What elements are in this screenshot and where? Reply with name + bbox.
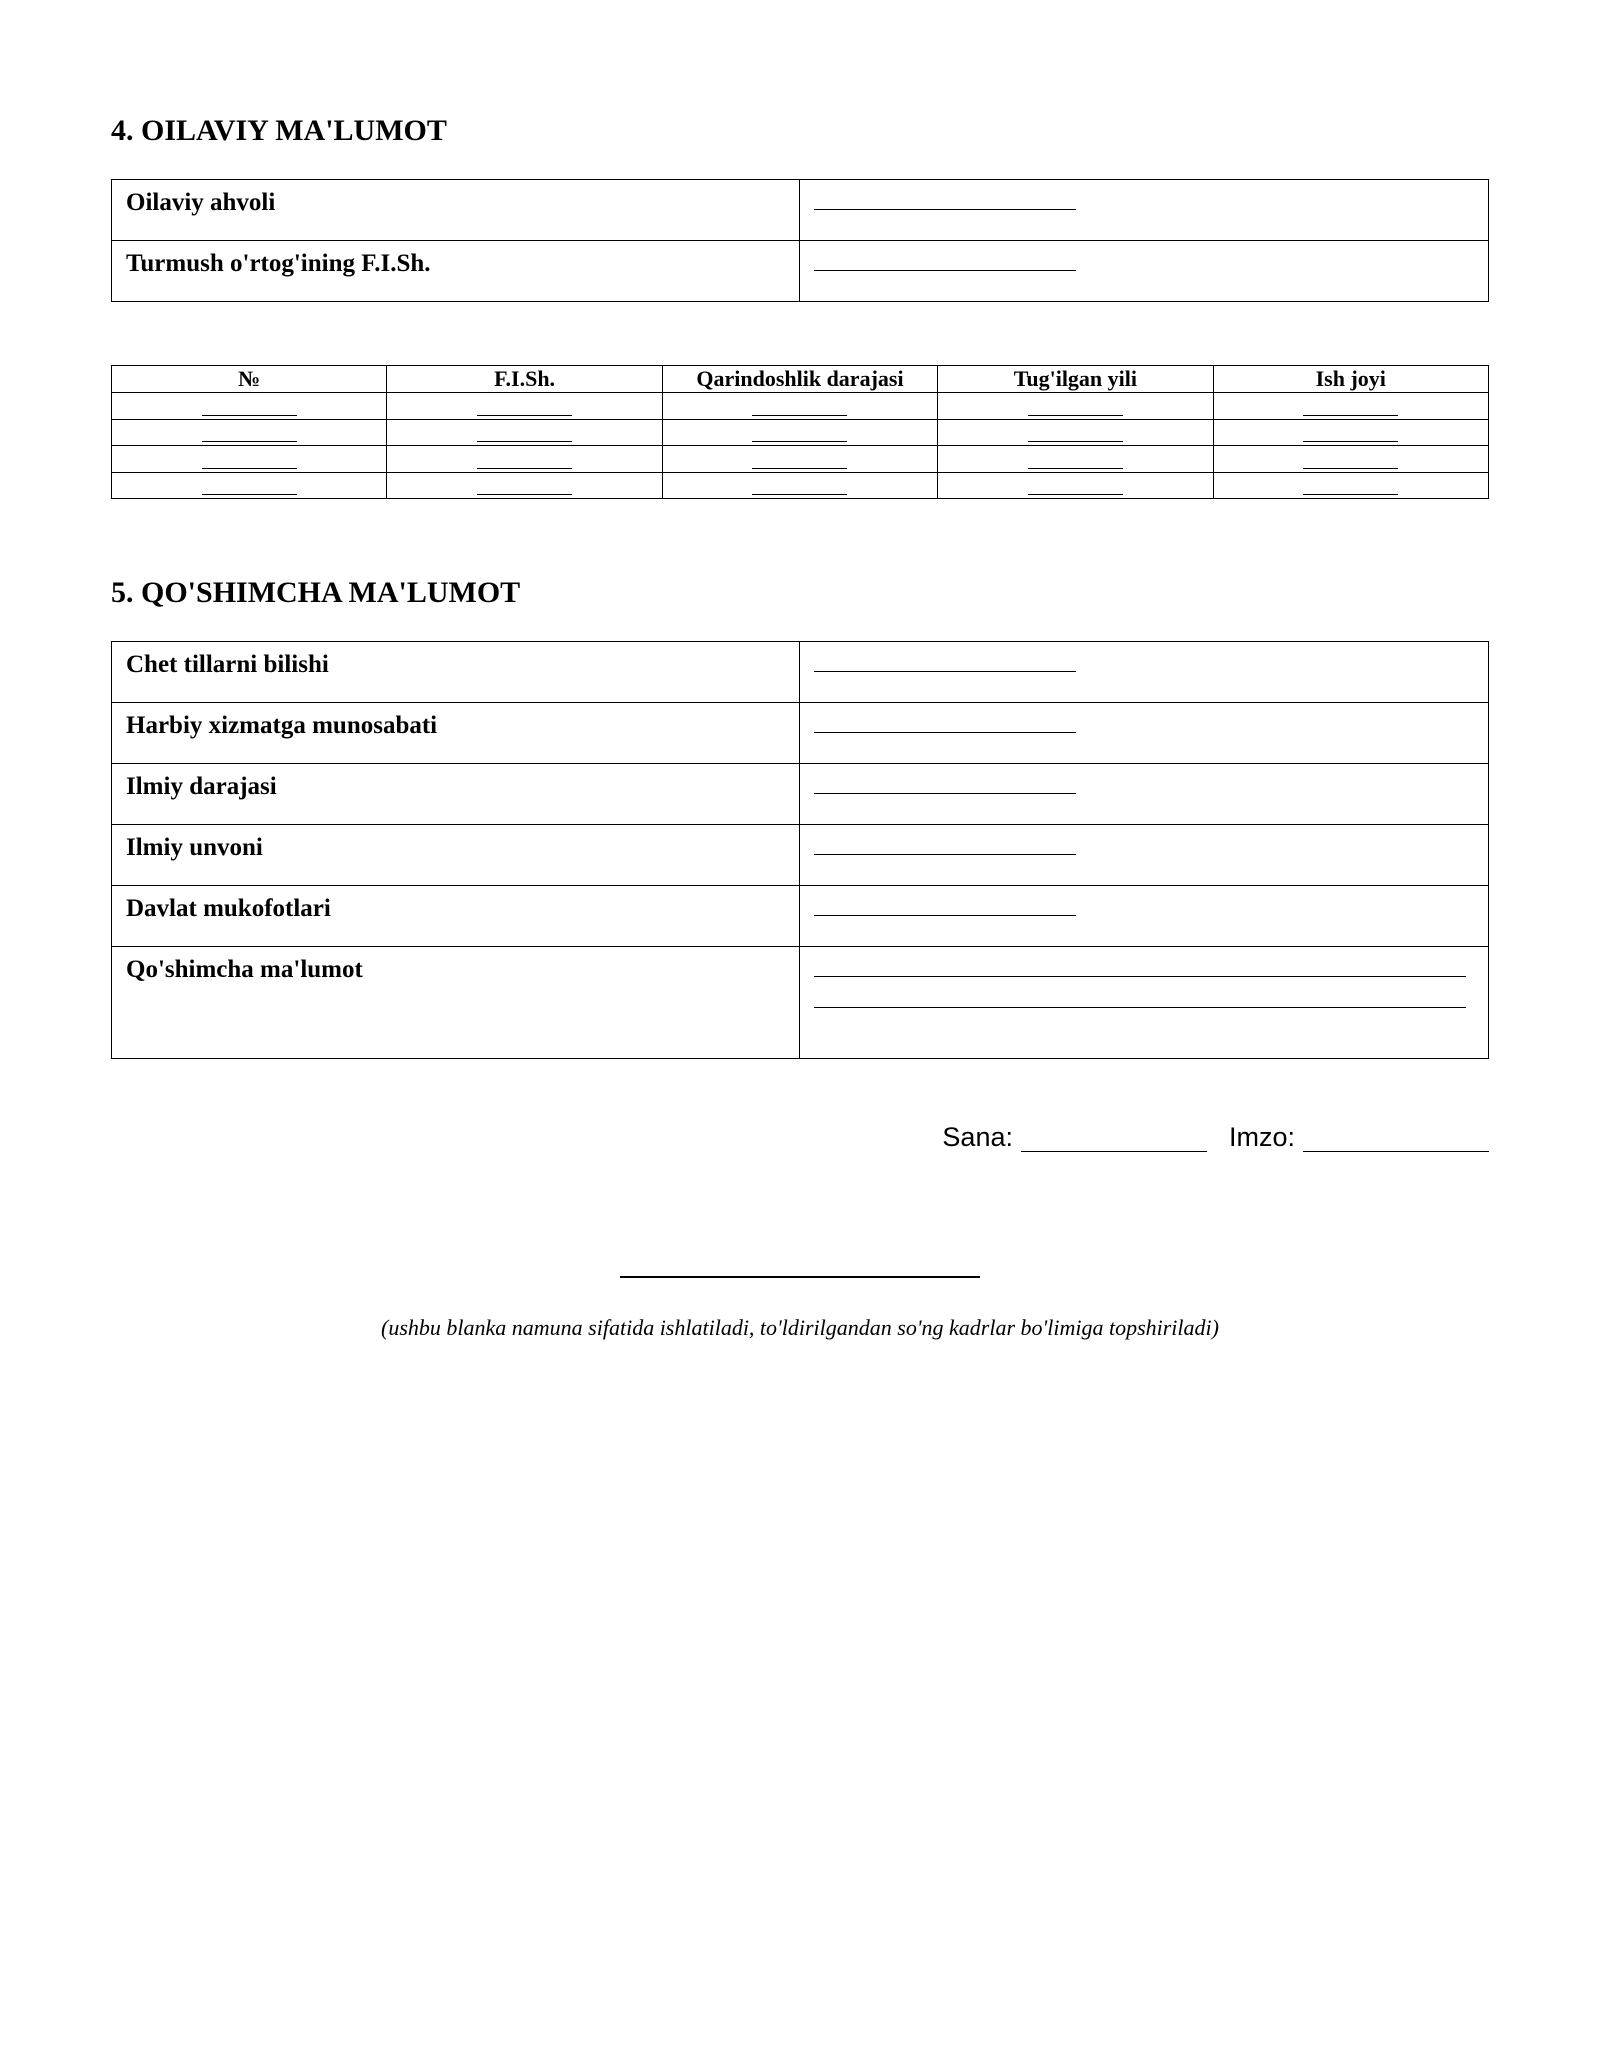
- fill-in-line: [814, 1007, 1466, 1008]
- fill-in-line: [1028, 441, 1123, 442]
- field-value-additional-info[interactable]: [800, 947, 1489, 1059]
- field-label-spouse-name: Turmush o'rtog'ining F.I.Sh.: [112, 241, 800, 302]
- family-field-row: [112, 180, 1489, 241]
- table-row: [112, 446, 1489, 473]
- fill-in-line: [814, 732, 1076, 733]
- additional-field-row: [112, 886, 1489, 947]
- header-workplace: Ish joyi: [1213, 366, 1488, 393]
- relatives-header-row: [112, 366, 1489, 393]
- additional-field-row: [112, 947, 1489, 1059]
- table-cell[interactable]: [662, 446, 937, 473]
- table-cell[interactable]: [1213, 393, 1488, 420]
- fill-in-line: [752, 494, 847, 495]
- table-row: [112, 419, 1489, 446]
- field-value-academic-degree[interactable]: [800, 764, 1489, 825]
- fill-in-line: [1303, 415, 1398, 416]
- signature-row: [942, 1122, 1489, 1153]
- header-full-name: F.I.Sh.: [387, 366, 662, 393]
- additional-field-row: [112, 703, 1489, 764]
- fill-in-line: [752, 468, 847, 469]
- family-field-row: [112, 241, 1489, 302]
- fill-in-line: [477, 468, 572, 469]
- table-cell[interactable]: [662, 419, 937, 446]
- fill-in-line: [1028, 494, 1123, 495]
- table-cell[interactable]: [112, 446, 387, 473]
- fill-in-line: [202, 494, 297, 495]
- field-value-foreign-languages[interactable]: [800, 642, 1489, 703]
- fill-in-line: [202, 415, 297, 416]
- fill-in-line: [1303, 494, 1398, 495]
- table-cell[interactable]: [387, 419, 662, 446]
- fill-in-line: [814, 671, 1076, 672]
- fill-in-line: [814, 976, 1466, 977]
- field-label-additional-info: Qo'shimcha ma'lumot: [112, 947, 800, 1059]
- field-value-marital-status[interactable]: [800, 180, 1489, 241]
- fill-in-line: [814, 854, 1076, 855]
- fill-in-line: [202, 468, 297, 469]
- family-info-table: [111, 179, 1489, 302]
- fill-in-line: [477, 441, 572, 442]
- additional-field-row: [112, 764, 1489, 825]
- table-cell[interactable]: [387, 393, 662, 420]
- table-row: [112, 472, 1489, 499]
- table-cell[interactable]: [938, 393, 1213, 420]
- field-label-academic-degree: Ilmiy darajasi: [112, 764, 800, 825]
- table-row: [112, 393, 1489, 420]
- field-value-spouse-name[interactable]: [800, 241, 1489, 302]
- fill-in-line: [1028, 468, 1123, 469]
- relatives-table: [111, 365, 1489, 499]
- relatives-table-body: [112, 393, 1489, 499]
- table-cell[interactable]: [387, 472, 662, 499]
- table-cell[interactable]: [112, 393, 387, 420]
- fill-in-line: [1303, 468, 1398, 469]
- field-label-academic-title: Ilmiy unvoni: [112, 825, 800, 886]
- fill-in-line: [1028, 415, 1123, 416]
- table-cell[interactable]: [662, 472, 937, 499]
- field-label-foreign-languages: Chet tillarni bilishi: [112, 642, 800, 703]
- table-cell[interactable]: [112, 419, 387, 446]
- fill-in-line: [752, 415, 847, 416]
- table-cell[interactable]: [1213, 419, 1488, 446]
- fill-in-line: [477, 415, 572, 416]
- field-label-state-awards: Davlat mukofotlari: [112, 886, 800, 947]
- field-label-marital-status: Oilaviy ahvoli: [112, 180, 800, 241]
- fill-in-line: [477, 494, 572, 495]
- table-cell[interactable]: [1213, 472, 1488, 499]
- section-4-title: 4. OILAVIY MA'LUMOT: [111, 114, 447, 147]
- fill-in-line: [814, 793, 1076, 794]
- fill-in-line: [814, 270, 1076, 271]
- date-field[interactable]: [1021, 1151, 1207, 1152]
- fill-in-line: [752, 441, 847, 442]
- table-cell[interactable]: [387, 446, 662, 473]
- additional-field-row: [112, 642, 1489, 703]
- table-cell[interactable]: [1213, 446, 1488, 473]
- footer-divider: [620, 1276, 980, 1278]
- table-cell[interactable]: [938, 472, 1213, 499]
- header-relationship: Qarindoshlik darajasi: [662, 366, 937, 393]
- date-label: Sana:: [942, 1122, 1013, 1152]
- fill-in-line: [814, 209, 1076, 210]
- fill-in-line: [1303, 441, 1398, 442]
- table-cell[interactable]: [938, 446, 1213, 473]
- section-5-title: 5. QO'SHIMCHA MA'LUMOT: [111, 576, 521, 609]
- header-birth-year: Tug'ilgan yili: [938, 366, 1213, 393]
- table-cell[interactable]: [662, 393, 937, 420]
- field-label-military-service: Harbiy xizmatga munosabati: [112, 703, 800, 764]
- table-cell[interactable]: [112, 472, 387, 499]
- additional-info-table: [111, 641, 1489, 1059]
- signature-label: Imzo:: [1228, 1122, 1295, 1152]
- fill-in-line: [814, 915, 1076, 916]
- footer-note: (ushbu blanka namuna sifatida ishlatiladi, to'ldirilgandan so'ng kadrlar bo'limiga topshiriladi): [381, 1315, 1219, 1340]
- table-cell[interactable]: [938, 419, 1213, 446]
- additional-field-row: [112, 825, 1489, 886]
- field-value-military-service[interactable]: [800, 703, 1489, 764]
- field-value-state-awards[interactable]: [800, 886, 1489, 947]
- header-number: №: [112, 366, 387, 393]
- field-value-academic-title[interactable]: [800, 825, 1489, 886]
- fill-in-line: [202, 441, 297, 442]
- signature-field[interactable]: [1303, 1151, 1489, 1152]
